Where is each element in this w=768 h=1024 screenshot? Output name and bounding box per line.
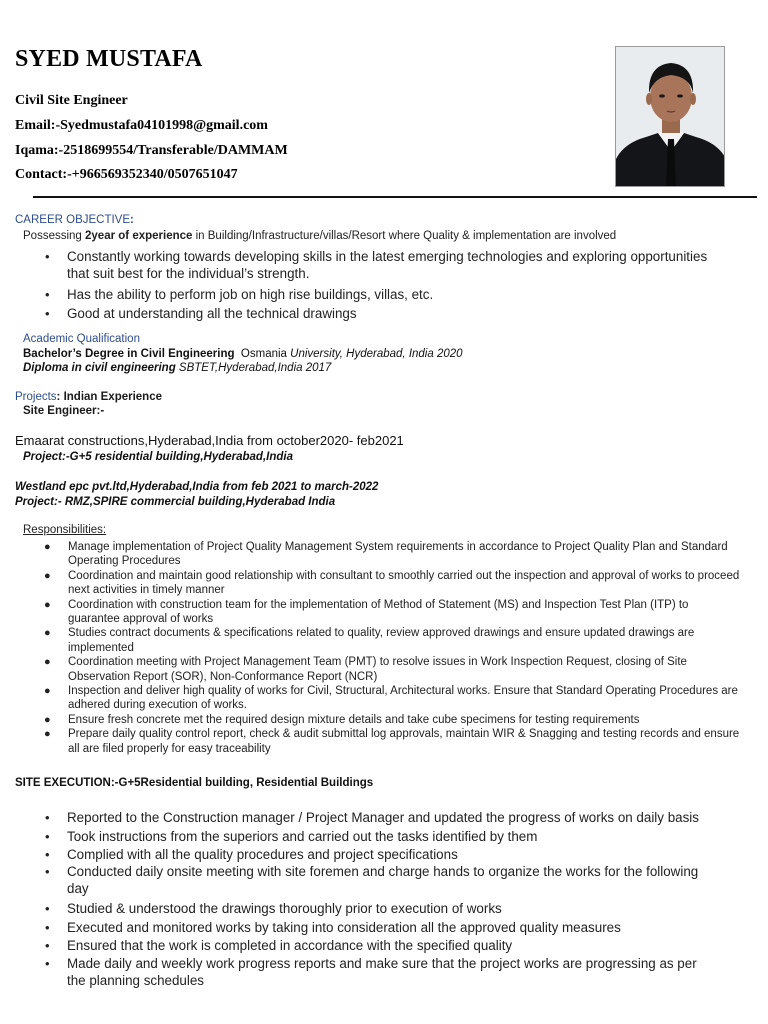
bullet-icon: • [45,829,50,844]
profile-photo [615,46,725,187]
execution-text: Conducted daily onsite meeting with site foremen and charge hands to organize the works for the following day [67,864,699,896]
site-execution-heading: SITE EXECUTION:-G+5Residential building, Residential Buildings [15,777,374,789]
bullet-icon: • [45,847,50,862]
projects-heading-text: Projects [15,391,57,403]
bullet-icon: ● [44,627,51,640]
bullet-icon: ● [44,598,51,611]
career-heading-text: CAREER OBJECTIVE [15,214,131,226]
academic-heading: Academic Qualification [23,333,140,345]
list-item [45,305,722,322]
list-item [45,955,717,989]
job1-project: Project:-G+5 residential building,Hyderabad,India [23,451,293,463]
bullet-icon: • [45,810,50,825]
responsibility-text: Coordination meeting with Project Management Team (PMT) to resolve issues in Work Inspection Request, closing of Site Observation Report (SOR), Non-Conformance Report (NCR) [68,656,687,683]
diploma-name: Diploma in civil engineering [23,362,176,374]
responsibility-text: Manage implementation of Project Quality Management System requirements in accordance to Project Quality Plan and Standard Operating Procedures [68,541,728,568]
bullet-icon: • [45,864,50,879]
execution-text: Complied with all the quality procedures and project specifications [67,847,458,862]
job2-company: Westland epc pvt.ltd,Hyderabad,India from feb 2021 to march-2022 [15,481,379,493]
bullet-icon: ● [44,728,51,741]
list-item [44,598,743,627]
degree-details: University, Hyderabad, India 2020 [290,348,463,360]
bullet-icon: • [45,956,50,971]
email-line: Email:-Syedmustafa04101998@gmail.com [15,118,268,133]
list-item [44,655,743,684]
projects-heading-rest: : Indian Experience [56,391,162,403]
execution-text: Made daily and weekly work progress reports and make sure that the project works are progressing as per the planning schedules [67,956,697,988]
diploma-line [23,362,331,374]
bullet-icon: ● [44,569,51,582]
list-item [45,248,722,282]
job-title: Civil Site Engineer [15,93,128,108]
responsibility-text: Coordination with construction team for the implementation of Method of Statement (MS) and Inspection Test Plan (ITP) to guarantee approval of works [68,598,689,626]
list-item [45,919,717,936]
diploma-details: SBTET,Hyderabad,India 2017 [175,362,332,374]
list-item [44,713,743,727]
header-divider [33,196,757,198]
list-item [45,286,722,303]
list-item [45,863,717,897]
career-bullets [45,248,722,322]
responsibility-text: Coordination and maintain good relationship with consultant to smoothly carried out the inspection and approval of works to proceed next activities in timely manner [68,569,740,597]
responsibility-text: Ensure fresh concrete met the required design mixture details and take cube specimens for testing requirements [68,713,640,726]
degree-institution: Osmania [234,348,291,360]
list-item [45,828,717,845]
list-item [44,684,743,713]
contact-line: Contact:-+966569352340/0507651047 [15,167,238,182]
degree-name: Bachelor’s Degree in Civil Engineering [23,348,235,360]
candidate-name: SYED MUSTAFA [15,46,203,72]
bullet-icon: • [45,920,50,935]
career-intro-bold: 2year of experience [85,230,193,242]
site-engineer-label: Site Engineer:- [23,405,105,417]
career-intro-pre: Possessing [23,230,86,242]
execution-text: Ensured that the work is completed in accordance with the specified quality [67,938,513,953]
list-item [45,846,717,863]
execution-text: Reported to the Construction manager / Project Manager and updated the progress of works on daily basis [67,810,699,825]
career-intro [23,230,616,242]
bullet-icon: • [45,249,50,264]
career-bullet-text: Good at understanding all the technical drawings [67,306,357,321]
execution-text: Took instructions from the superiors and carried out the tasks identified by them [67,829,538,844]
responsibility-text: Prepare daily quality control report, check & audit submittal log approvals, maintain WIR & Snagging and testing records and ensure all are filed properly for easy traceability [68,728,740,755]
list-item [44,626,743,655]
career-bullet-text: Constantly working towards developing skills in the latest emerging technologies and exploring opportunities that suit best for the individual’s strength. [67,249,708,281]
execution-text: Executed and monitored works by taking into consideration all the approved quality measures [67,920,621,935]
job1-company: Emaarat constructions,Hyderabad,India from october2020- feb2021 [15,433,404,448]
job2-project: Project:- RMZ,SPIRE commercial building,Hyderabad India [15,496,336,508]
bullet-icon: • [45,306,50,321]
bullet-icon: ● [44,656,51,669]
bullet-icon: • [45,901,50,916]
projects-heading [15,391,162,403]
list-item [44,727,743,756]
bullet-icon: • [45,938,50,953]
bullet-icon: ● [44,713,51,726]
career-heading-colon: : [130,214,134,226]
site-execution-list [45,809,717,989]
execution-text: Studied & understood the drawings thoroughly prior to execution of works [67,901,502,916]
responsibilities-list [44,540,743,756]
bullet-icon: ● [44,541,51,553]
list-item [44,540,743,569]
list-item [45,809,717,826]
list-item [44,569,743,598]
responsibility-text: Studies contract documents & specifications related to quality, review approved drawings and ensure updated drawings are implemented [68,627,695,654]
iqama-line: Iqama:-2518699554/Transferable/DAMMAM [15,143,288,158]
list-item [45,937,717,954]
career-bullet-text: Has the ability to perform job on high rise buildings, villas, etc. [67,287,434,302]
responsibility-text: Inspection and deliver high quality of works for Civil, Structural, Architectural works. Ensure that Standard Operating Procedures are adhered during execution of works. [68,685,738,712]
bullet-icon: ● [44,685,51,698]
career-intro-post: in Building/Infrastructure/villas/Resort where Quality & implementation are involved [192,230,617,242]
list-item [45,900,717,917]
bullet-icon: • [45,287,50,302]
responsibilities-heading: Responsibilities: [23,524,107,536]
degree-line [23,348,463,360]
career-objective-heading [15,214,134,226]
